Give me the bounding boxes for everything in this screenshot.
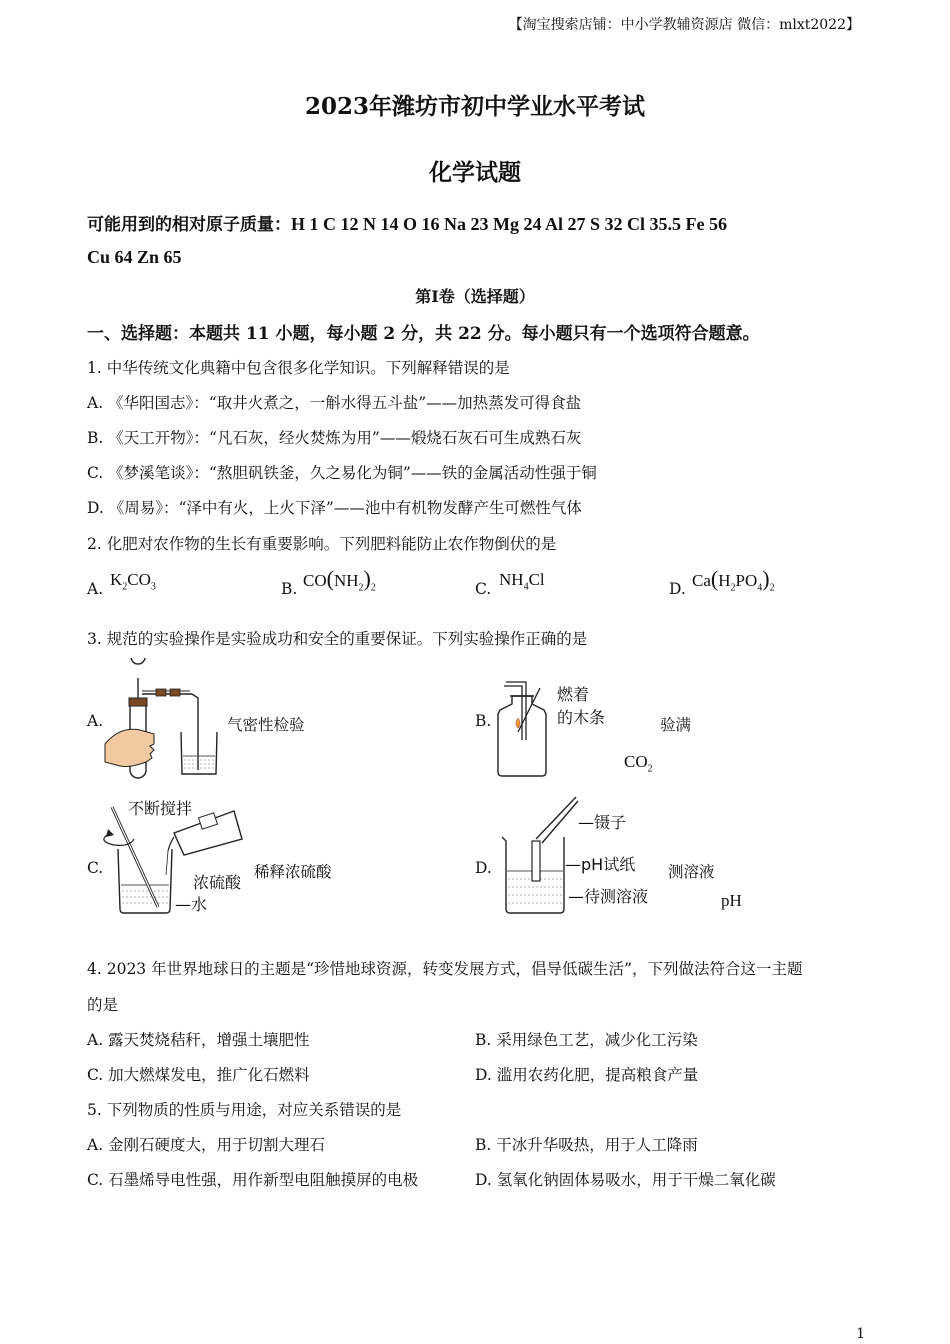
q5-option-b: B. 干冰升华吸热，用于人工降雨 <box>475 1136 698 1154</box>
q2-option-d-label: D. <box>669 580 686 598</box>
q3-option-b-text: 验满 <box>660 716 692 734</box>
q3-option-a-label: A. <box>87 712 104 730</box>
q3-option-c-text: 稀释浓硫酸 <box>254 863 332 881</box>
q3-option-c-label: C. <box>87 859 104 877</box>
part-title: 第Ⅰ卷（选择题） <box>415 287 535 306</box>
q3-c-fig-label-acid: 浓硫酸 <box>193 873 242 892</box>
q3-c-water-text: 水 <box>191 895 208 914</box>
exam-title: 2023年潍坊市初中学业水平考试 <box>304 93 645 120</box>
q3-c-fig-label-water: —水 <box>175 895 208 914</box>
q3-b-fig-label-1: 燃着 <box>557 685 590 704</box>
q2-stem: 2. 化肥对农作物的生长有重要影响。下列肥料能防止农作物倒伏的是 <box>87 535 557 553</box>
q4-option-b: B. 采用绿色工艺，减少化工污染 <box>475 1031 698 1049</box>
q2-formula-d: $Ca(H_2PO_4)_2$ <box>692 566 775 594</box>
q3-stem: 3. 规范的实验操作是实验成功和安全的重要保证。下列实验操作正确的是 <box>87 630 588 648</box>
q1-option-a: A. 《华阳国志》：“取井火煮之，一斛水得五斗盐”——加热蒸发可得食盐 <box>87 394 582 412</box>
atomic-mass-values: H 1 C 12 N 14 O 16 Na 23 Mg 24 Al 27 S 32 Cl 35.5 Fe 56 <box>291 214 727 234</box>
header-note: 【淘宝搜索店铺：中小学教辅资源店 微信：mlxt2022】 <box>508 17 860 33</box>
q3-option-d-text: 测溶液 <box>668 863 715 881</box>
q3-c-fig-label-stir: 不断搅拌 <box>128 799 193 818</box>
q3-option-b-co2: $CO_2$ <box>624 752 653 775</box>
q1-option-c: C. 《梦溪笔谈》：“熬胆矾铁釜，久之易化为铜”——铁的金属活动性强于铜 <box>87 464 597 482</box>
q2-option-b-label: B. <box>281 580 298 598</box>
q3-d-fig-label-solution: —待测溶液 <box>568 887 649 906</box>
gas-collection-bottle <box>492 680 554 780</box>
q3-d-fig-label-tweezers: —镊子 <box>578 813 627 832</box>
page-number: 1 <box>856 1326 865 1342</box>
q3-option-a-text: 气密性检验 <box>227 716 305 734</box>
atomic-mass-line1 <box>87 210 727 235</box>
q3-d-fig-label-paper: —pH试纸 <box>565 855 636 874</box>
exam-subtitle: 化学试题 <box>429 159 521 186</box>
q2-formula-a: $K_2CO_3$ <box>110 570 156 593</box>
q5-option-d: D. 氢氧化钠固体易吸水，用于干燥二氧化碳 <box>475 1171 776 1189</box>
q1-stem: 1. 中华传统文化典籍中包含很多化学知识。下列解释错误的是 <box>87 359 510 377</box>
q4-option-a: A. 露天焚烧秸秆，增强土壤肥性 <box>87 1031 310 1049</box>
q2-option-c-label: C. <box>475 580 492 598</box>
beaker-a <box>178 728 220 778</box>
q4-option-d: D. 滥用农药化肥，提高粮食产量 <box>475 1066 699 1084</box>
section-heading: 一、选择题：本题共 11 小题，每小题 2 分，共 22 分。每小题只有一个选项符合题意。 <box>87 324 760 344</box>
q5-stem: 5. 下列物质的性质与用途，对应关系错误的是 <box>87 1101 402 1119</box>
q5-option-c: C. 石墨烯导电性强，用作新型电阻触摸屏的电极 <box>87 1171 419 1189</box>
q4-stem-line2: 的是 <box>87 996 119 1014</box>
q1-option-b: B. 《天工开物》：“凡石灰，经火焚炼为用”——煅烧石灰石可生成熟石灰 <box>87 429 582 447</box>
q3-b-fig-label-2: 的木条 <box>557 708 606 727</box>
q4-stem-line1: 4. 2023 年世界地球日的主题是“珍惜地球资源，转变发展方式，倡导低碳生活”，下列做法符合这一主题 <box>87 960 803 978</box>
q3-option-d-label: D. <box>475 859 492 877</box>
q3-d-tweezers-text: 镊子 <box>594 813 627 832</box>
q3-option-b-label: B. <box>475 712 492 730</box>
q2-formula-b: $CO(NH_2)_2$ <box>303 566 376 594</box>
q3-option-d-ph: pH <box>721 891 742 910</box>
atomic-mass-line2: Cu 64 Zn 65 <box>87 247 182 267</box>
q2-formula-c: $NH_4Cl$ <box>499 570 545 593</box>
q3-d-paper-text: pH试纸 <box>581 855 636 874</box>
q3-b-co2-text: CO <box>624 752 648 771</box>
q5-option-a: A. 金刚石硬度大，用于切割大理石 <box>87 1136 326 1154</box>
q2-option-a-label: A. <box>87 580 104 598</box>
q4-option-c: C. 加大燃煤发电，推广化石燃料 <box>87 1066 310 1084</box>
q3-d-solution-text: 待测溶液 <box>584 887 649 906</box>
atomic-mass-label: 可能用到的相对原子质量： <box>87 215 291 235</box>
q1-option-d: D. 《周易》：“泽中有火，上火下泽”——池中有机物发酵产生可燃性气体 <box>87 499 582 517</box>
